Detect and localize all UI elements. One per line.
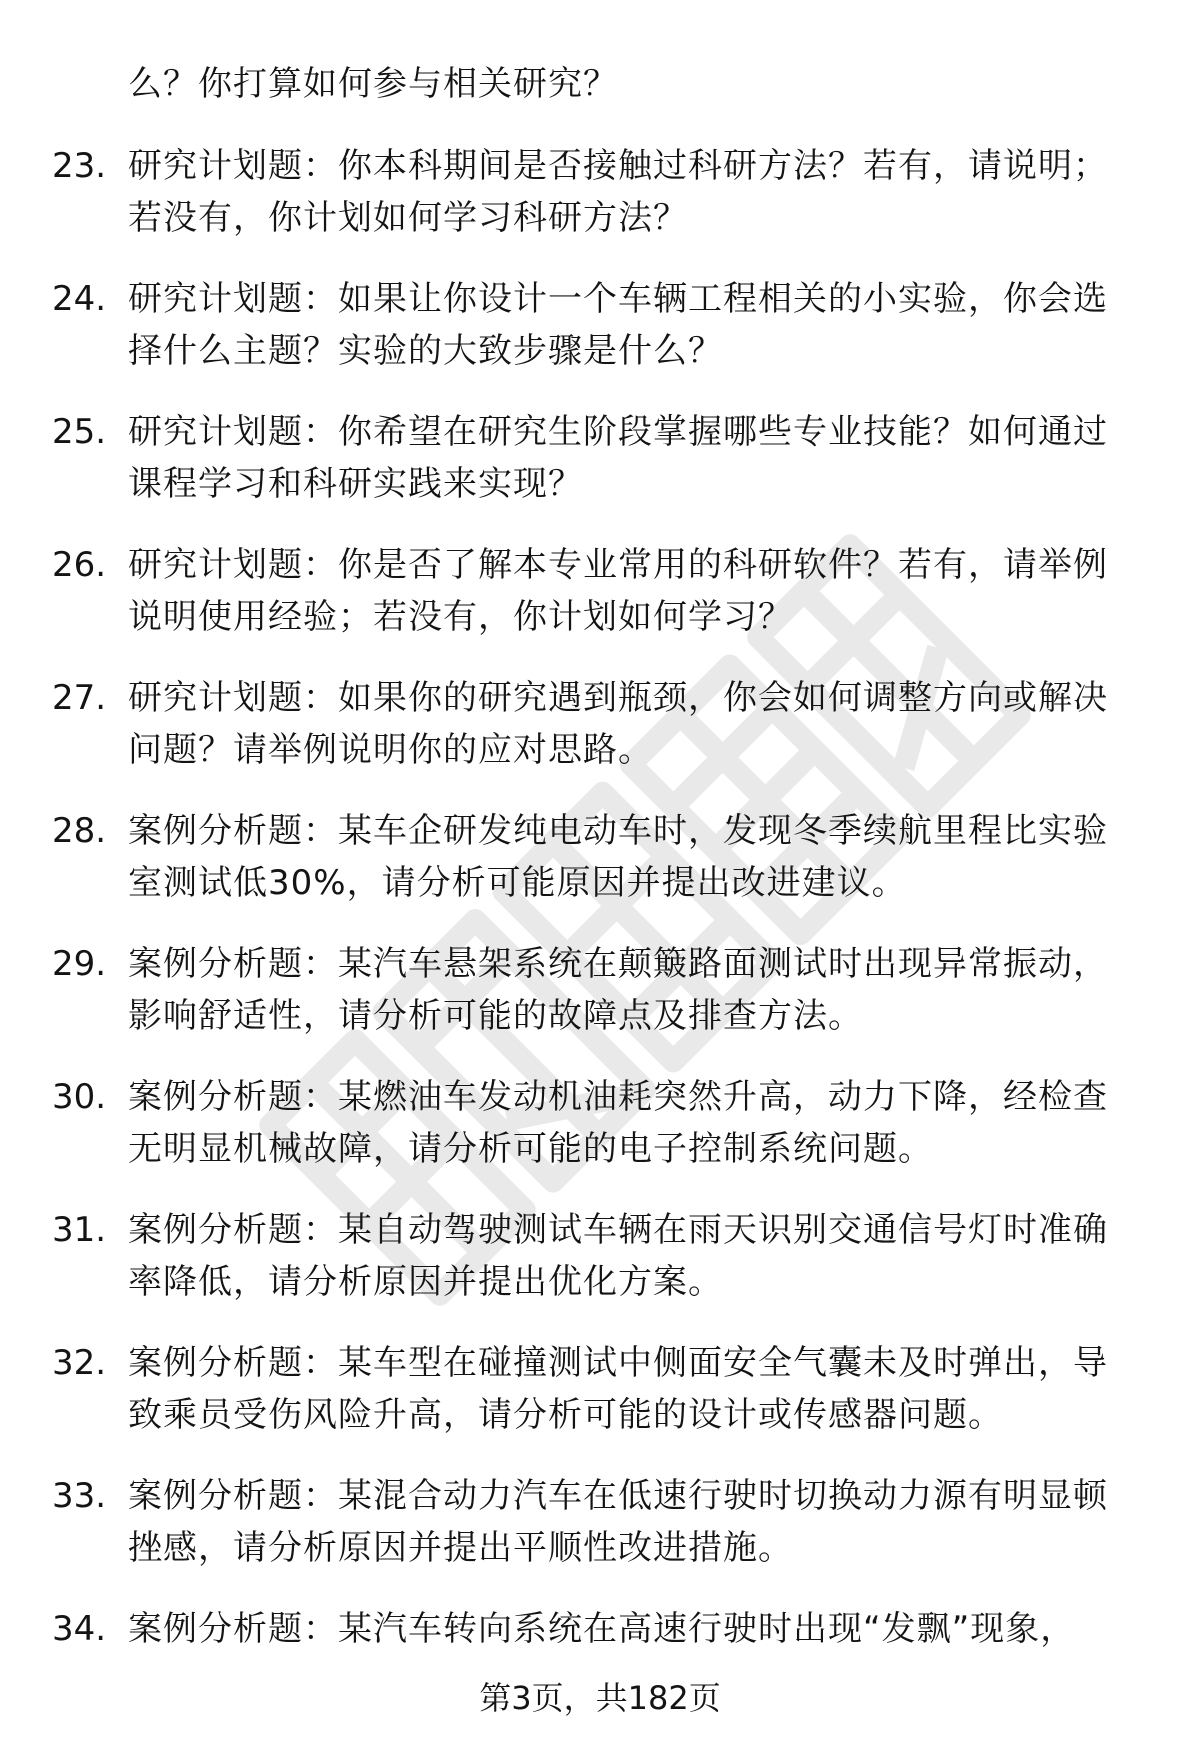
question-item xyxy=(0,1337,1200,1470)
question-text: 室测试低30%，请分析可能原因并提出改进建议。 xyxy=(128,863,907,903)
question-text: 致乘员受伤风险升高，请分析可能的设计或传感器问题。 xyxy=(128,1395,1003,1435)
question-text: 研究计划题：如果让你设计一个车辆工程相关的小实验，你会选 xyxy=(128,279,1108,319)
question-text: 案例分析题：某汽车悬架系统在颠簸路面测试时出现异常振动， xyxy=(128,944,1108,984)
question-number: 33. xyxy=(52,1476,107,1516)
question-list xyxy=(0,140,1200,1736)
question-item xyxy=(0,1204,1200,1337)
question-text: 影响舒适性，请分析可能的故障点及排查方法。 xyxy=(128,996,863,1036)
question-number: 31. xyxy=(52,1210,107,1250)
question-item xyxy=(0,539,1200,672)
question-text: 率降低，请分析原因并提出优化方案。 xyxy=(128,1262,723,1302)
question-number: 26. xyxy=(52,545,107,585)
question-text: 研究计划题：你本科期间是否接触过科研方法？若有，请说明； xyxy=(128,146,1108,186)
question-number: 28. xyxy=(52,811,107,851)
question-text: 问题？请举例说明你的应对思路。 xyxy=(128,730,653,770)
question-number: 23. xyxy=(52,146,107,186)
question-text: 说明使用经验；若没有，你计划如何学习？ xyxy=(128,597,793,637)
question-number: 24. xyxy=(52,279,107,319)
question-item xyxy=(0,1071,1200,1204)
question-number: 27. xyxy=(52,678,107,718)
question-text: 研究计划题：你是否了解本专业常用的科研软件？若有，请举例 xyxy=(128,545,1108,585)
question-number: 32. xyxy=(52,1343,107,1383)
question-text: 挫感，请分析原因并提出平顺性改进措施。 xyxy=(128,1528,793,1568)
question-item xyxy=(0,1470,1200,1603)
question-text: 研究计划题：如果你的研究遇到瓶颈，你会如何调整方向或解决 xyxy=(128,678,1108,718)
question-item xyxy=(0,672,1200,805)
question-item xyxy=(0,273,1200,406)
question-number: 34. xyxy=(52,1609,107,1649)
question-text: 若没有，你计划如何学习科研方法？ xyxy=(128,198,688,238)
question-number: 29. xyxy=(52,944,107,984)
question-text: 案例分析题：某车型在碰撞测试中侧面安全气囊未及时弹出，导 xyxy=(128,1343,1108,1383)
question-number: 30. xyxy=(52,1077,107,1117)
question-item xyxy=(0,805,1200,938)
continuation-text: 么？你打算如何参与相关研究？ xyxy=(128,64,618,104)
page-footer: 第3页，共182页 xyxy=(479,1679,721,1717)
question-text: 无明显机械故障，请分析可能的电子控制系统问题。 xyxy=(128,1129,933,1169)
question-text: 案例分析题：某车企研发纯电动车时，发现冬季续航里程比实验 xyxy=(128,811,1108,851)
question-text: 案例分析题：某自动驾驶测试车辆在雨天识别交通信号灯时准确 xyxy=(128,1210,1108,1250)
question-item xyxy=(0,140,1200,273)
question-text: 择什么主题？实验的大致步骤是什么？ xyxy=(128,331,723,371)
question-text: 案例分析题：某燃油车发动机油耗突然升高，动力下降，经检查 xyxy=(128,1077,1108,1117)
question-number: 25. xyxy=(52,412,107,452)
question-text: 案例分析题：某混合动力汽车在低速行驶时切换动力源有明显顿 xyxy=(128,1476,1108,1516)
question-text: 研究计划题：你希望在研究生阶段掌握哪些专业技能？如何通过 xyxy=(128,412,1108,452)
question-item xyxy=(0,938,1200,1071)
question-text: 课程学习和科研实践来实现？ xyxy=(128,464,583,504)
question-item xyxy=(0,406,1200,539)
question-text: 案例分析题：某汽车转向系统在高速行驶时出现“发飘”现象， xyxy=(128,1609,1076,1649)
